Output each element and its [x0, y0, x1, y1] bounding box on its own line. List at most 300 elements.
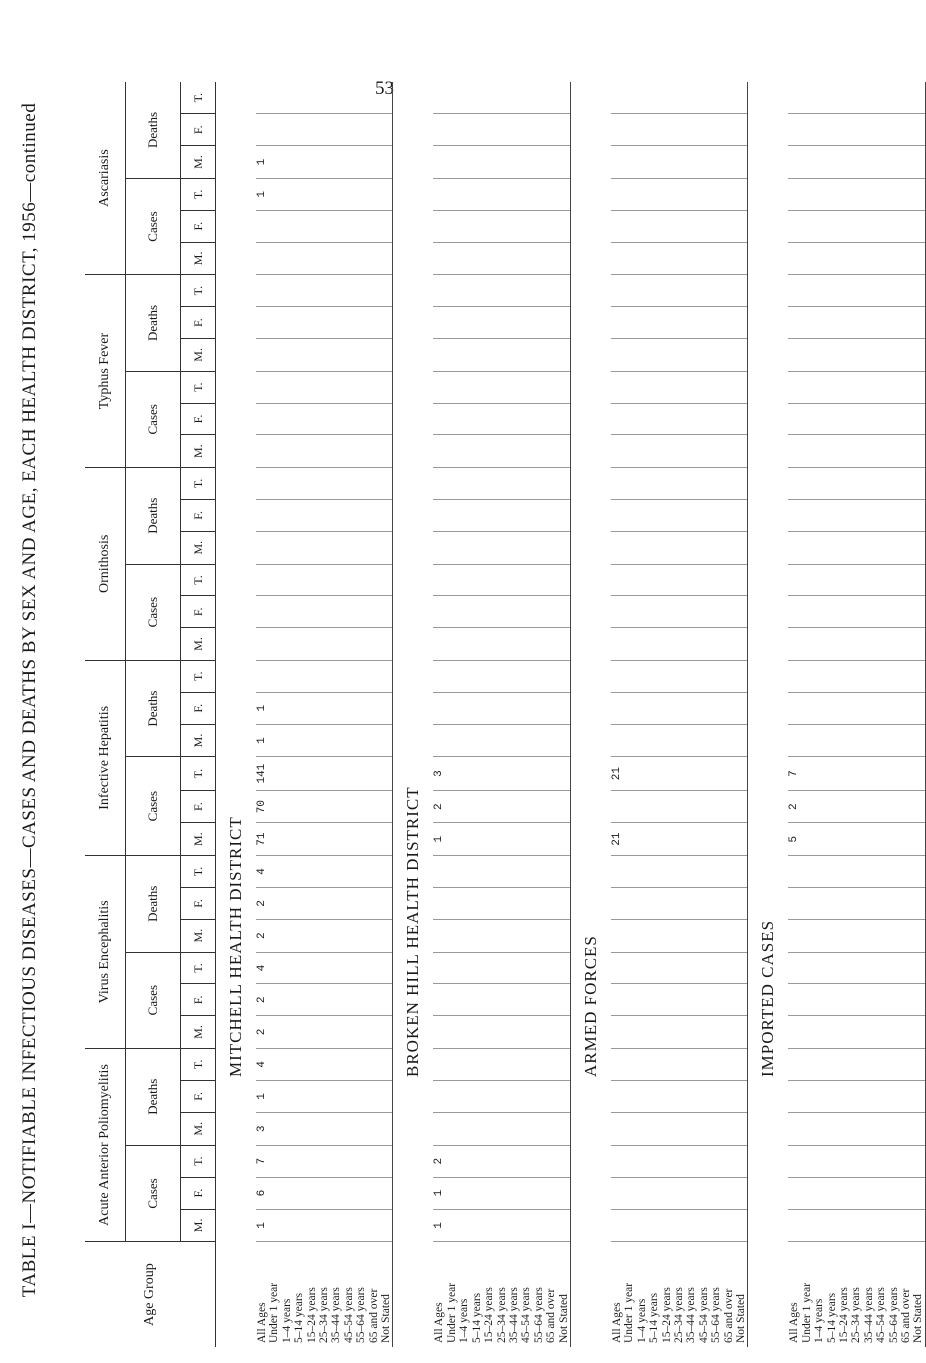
cell-value — [458, 1178, 470, 1209]
cell-value — [838, 984, 850, 1015]
cell-value — [306, 1178, 318, 1209]
cell-value — [343, 1146, 355, 1177]
t-header: T. — [181, 1145, 216, 1177]
cell-value — [648, 372, 660, 403]
cell-value — [343, 1113, 355, 1145]
cell-value — [306, 114, 318, 145]
cell-value — [623, 468, 635, 499]
value-column — [611, 114, 747, 146]
cases-header: Cases — [126, 178, 181, 274]
cell-value — [520, 920, 532, 952]
cell-value — [281, 565, 293, 596]
cell-value — [483, 953, 495, 984]
cell-value — [648, 791, 660, 823]
cell-value — [863, 1178, 875, 1209]
cell-value — [545, 243, 557, 275]
cell-value — [318, 1081, 330, 1112]
cell-value — [496, 1178, 508, 1209]
cell-value — [698, 953, 710, 984]
cell-value — [723, 953, 735, 984]
cell-value — [368, 275, 380, 306]
cell-value — [698, 725, 710, 757]
cell-value — [471, 1016, 483, 1048]
m-header: M. — [181, 628, 216, 661]
value-column — [433, 242, 569, 275]
cell-value — [661, 500, 673, 531]
cell-value — [698, 114, 710, 145]
cell-value — [318, 82, 330, 113]
cell-value — [520, 596, 532, 627]
cell-value — [863, 628, 875, 660]
cell-value — [710, 856, 722, 887]
cell-value — [648, 565, 660, 596]
cell-value — [343, 693, 355, 724]
cell-value — [433, 339, 445, 371]
cell-value — [611, 725, 623, 757]
cell-value — [648, 1016, 660, 1048]
cell-value — [623, 1178, 635, 1209]
cell-value — [508, 1081, 520, 1112]
value-column — [788, 339, 924, 372]
cell-value — [826, 1016, 838, 1048]
cell-value — [850, 500, 862, 531]
cell-value — [368, 435, 380, 467]
cell-value — [256, 596, 268, 627]
cell-value — [355, 661, 367, 692]
cell-value — [471, 1178, 483, 1209]
cell-value — [293, 1016, 305, 1048]
cell-value — [545, 661, 557, 692]
cell-value — [533, 468, 545, 499]
cell-value — [838, 114, 850, 145]
cell-value — [281, 596, 293, 627]
value-column — [788, 275, 924, 307]
cell-value — [888, 888, 900, 919]
value-column — [788, 114, 924, 146]
cell-value — [293, 468, 305, 499]
cell-value — [368, 565, 380, 596]
cell-value — [380, 82, 392, 113]
cell-value — [710, 532, 722, 564]
cell-value — [863, 661, 875, 692]
cell-value — [330, 757, 342, 790]
cell-value — [875, 888, 887, 919]
cell-value — [611, 628, 623, 660]
cell-value — [558, 596, 570, 627]
value-column — [611, 1145, 747, 1177]
cell-value — [293, 953, 305, 984]
cell-value — [483, 532, 495, 564]
cell-value — [558, 1081, 570, 1112]
cell-value — [368, 953, 380, 984]
value-column — [611, 628, 747, 661]
cell-value — [446, 114, 458, 145]
cell-value — [623, 1210, 635, 1242]
cell-value — [483, 211, 495, 242]
cell-value — [735, 82, 747, 113]
cell-value — [268, 243, 280, 275]
cell-value — [623, 823, 635, 855]
cell-value — [458, 468, 470, 499]
cell-value — [545, 953, 557, 984]
cell-value — [256, 82, 268, 113]
cell-value — [912, 953, 924, 984]
cell-value — [520, 307, 532, 338]
cell-value — [788, 275, 800, 306]
cell-value: 1 — [256, 191, 268, 198]
cell-value — [813, 791, 825, 823]
cell-value — [661, 1210, 673, 1242]
cell-value — [545, 1016, 557, 1048]
cell-value — [850, 146, 862, 178]
cell-value — [710, 920, 722, 952]
cell-value — [648, 179, 660, 210]
cell-value — [888, 661, 900, 692]
cell-value — [698, 1146, 710, 1177]
cell-value — [433, 565, 445, 596]
cell-value — [698, 856, 710, 887]
table-container — [85, 82, 925, 1347]
value-column — [256, 210, 392, 242]
cell-value — [710, 725, 722, 757]
cell-value — [318, 984, 330, 1015]
cell-value: 2 — [256, 900, 268, 907]
cell-value — [558, 179, 570, 210]
age-label: 5–14 years — [825, 1292, 838, 1343]
cell-value — [380, 372, 392, 403]
cell-value — [661, 339, 673, 371]
cell-value — [813, 339, 825, 371]
cell-value — [458, 372, 470, 403]
cell-value — [850, 596, 862, 627]
t-header: T. — [181, 855, 216, 887]
cell-value — [496, 179, 508, 210]
cell-value — [458, 693, 470, 724]
cell-value — [281, 404, 293, 435]
cell-value — [446, 1146, 458, 1177]
cell-value — [912, 725, 924, 757]
cell-value — [446, 628, 458, 660]
cell-value — [306, 339, 318, 371]
cell-value — [875, 791, 887, 823]
cell-value — [661, 628, 673, 660]
cell-value — [330, 628, 342, 660]
cell-value — [673, 435, 685, 467]
cell-value — [863, 565, 875, 596]
value-column — [788, 596, 924, 628]
cell-value — [801, 920, 813, 952]
cell-value — [801, 693, 813, 724]
cell-value — [813, 211, 825, 242]
cell-value — [520, 693, 532, 724]
value-column — [433, 628, 569, 661]
cell-value — [723, 565, 735, 596]
cell-value — [343, 500, 355, 531]
cell-value — [355, 114, 367, 145]
cell-value — [508, 1016, 520, 1048]
cell-value — [788, 179, 800, 210]
cell-value — [471, 888, 483, 919]
cell-value — [380, 1210, 392, 1242]
cell-value — [330, 823, 342, 855]
cell-value — [673, 532, 685, 564]
cell-value — [888, 596, 900, 627]
cell-value — [446, 1113, 458, 1145]
cell-value — [458, 146, 470, 178]
cell-value — [850, 1146, 862, 1177]
cell-value — [850, 243, 862, 275]
cell-value — [318, 1016, 330, 1048]
value-column — [256, 435, 392, 468]
cell-value — [912, 500, 924, 531]
cell-value — [293, 372, 305, 403]
cell-value — [306, 1210, 318, 1242]
cell-value — [623, 275, 635, 306]
cell-value — [648, 725, 660, 757]
cell-value — [293, 179, 305, 210]
cell-value — [673, 888, 685, 919]
cell-value — [318, 275, 330, 306]
cell-value — [850, 1210, 862, 1242]
cell-value — [355, 1081, 367, 1112]
cell-value — [471, 435, 483, 467]
age-label: All Ages — [610, 1302, 623, 1343]
cell-value — [735, 468, 747, 499]
cell-value — [306, 823, 318, 855]
value-column — [788, 307, 924, 339]
cell-value — [826, 791, 838, 823]
cell-value — [801, 179, 813, 210]
t-header: T. — [181, 1048, 216, 1080]
cell-value — [826, 275, 838, 306]
cell-value — [673, 275, 685, 306]
cell-value — [723, 725, 735, 757]
cell-value — [863, 243, 875, 275]
cell-value — [293, 888, 305, 919]
cell-value — [256, 114, 268, 145]
value-column — [256, 275, 392, 307]
cell-value — [446, 596, 458, 627]
value-column — [611, 1209, 747, 1242]
cell-value — [850, 856, 862, 887]
cell-value — [355, 435, 367, 467]
cell-value — [330, 1210, 342, 1242]
cell-value — [710, 307, 722, 338]
cell-value — [813, 953, 825, 984]
cell-value — [318, 146, 330, 178]
value-column — [611, 1112, 747, 1145]
cell-value — [875, 856, 887, 887]
cell-value — [673, 500, 685, 531]
cell-value — [698, 984, 710, 1015]
cell-value — [533, 953, 545, 984]
cell-value — [508, 1146, 520, 1177]
cell-value — [723, 146, 735, 178]
cell-value — [558, 1178, 570, 1209]
cell-value — [636, 372, 648, 403]
cell-value — [673, 757, 685, 790]
cell-value — [380, 791, 392, 823]
cell-value — [850, 920, 862, 952]
cell-value — [330, 1016, 342, 1048]
cell-value — [355, 211, 367, 242]
cell-value — [661, 596, 673, 627]
age-label: 45–54 years — [875, 1287, 888, 1343]
cell-value — [330, 82, 342, 113]
cell-value — [533, 1113, 545, 1145]
value-column — [256, 178, 392, 210]
cell-value — [446, 339, 458, 371]
cell-value — [648, 856, 660, 887]
cell-value — [306, 1081, 318, 1112]
cell-value — [735, 1049, 747, 1080]
cell-value — [533, 757, 545, 790]
cell-value — [623, 1016, 635, 1048]
value-column — [788, 757, 924, 791]
cell-value — [496, 532, 508, 564]
t-header: T. — [181, 952, 216, 984]
value-column — [256, 146, 392, 179]
cell-value — [545, 757, 557, 790]
cell-value — [483, 500, 495, 531]
cell-value — [496, 693, 508, 724]
cell-value — [813, 468, 825, 499]
cell-value — [838, 1081, 850, 1112]
cell-value — [458, 984, 470, 1015]
f-header: F. — [181, 1177, 216, 1209]
cell-value: 2 — [433, 1157, 446, 1165]
deaths-header: Deaths — [126, 855, 181, 952]
cell-value — [875, 82, 887, 113]
cell-value — [318, 435, 330, 467]
cell-value — [611, 888, 623, 919]
cell-value — [698, 1016, 710, 1048]
cell-value — [813, 565, 825, 596]
cell-value — [318, 888, 330, 919]
cell-value — [673, 984, 685, 1015]
cell-value — [611, 984, 623, 1015]
cell-value — [268, 1081, 280, 1112]
cell-value — [912, 339, 924, 371]
cell-value — [648, 596, 660, 627]
cell-value — [863, 920, 875, 952]
cell-value — [685, 823, 697, 855]
cell-value — [483, 372, 495, 403]
cell-value — [912, 243, 924, 275]
age-label: 25–34 years — [850, 1287, 863, 1343]
value-column — [611, 242, 747, 275]
cell-value — [281, 920, 293, 952]
cell-value — [458, 1081, 470, 1112]
cell-value — [306, 693, 318, 724]
cell-value — [735, 661, 747, 692]
cell-value — [623, 565, 635, 596]
value-column — [256, 467, 392, 499]
cell-value — [281, 791, 293, 823]
cell-value — [661, 372, 673, 403]
age-labels — [433, 1242, 569, 1347]
cell-value — [380, 565, 392, 596]
cell-value — [900, 211, 912, 242]
value-column — [611, 531, 747, 564]
cell-value — [801, 757, 813, 790]
cell-value — [268, 693, 280, 724]
cell-value — [801, 1049, 813, 1080]
cell-value — [533, 82, 545, 113]
cell-value — [813, 920, 825, 952]
cell-value — [912, 693, 924, 724]
cell-value — [611, 565, 623, 596]
cell-value — [636, 211, 648, 242]
cell-value — [330, 725, 342, 757]
cell-value — [368, 596, 380, 627]
cell-value — [611, 468, 623, 499]
cell-value — [723, 243, 735, 275]
value-column — [788, 564, 924, 596]
cell-value — [380, 404, 392, 435]
cell-value — [458, 628, 470, 660]
cell-value — [636, 984, 648, 1015]
cell-value — [355, 1113, 367, 1145]
cell-value: 1 — [433, 1189, 446, 1197]
cell-value — [623, 757, 635, 790]
cell-value — [611, 791, 623, 823]
cell-value — [838, 920, 850, 952]
cell-value — [446, 920, 458, 952]
cell-value — [710, 211, 722, 242]
cell-value — [698, 693, 710, 724]
value-column — [433, 692, 569, 724]
cell-value — [293, 243, 305, 275]
cell-value — [661, 146, 673, 178]
cell-value: 70 — [256, 800, 268, 814]
value-column — [433, 435, 569, 468]
cell-value — [458, 211, 470, 242]
cell-value — [483, 888, 495, 919]
cell-value — [380, 1146, 392, 1177]
cell-value — [611, 693, 623, 724]
cell-value — [281, 628, 293, 660]
cell-value — [735, 888, 747, 919]
m-header: M. — [181, 435, 216, 468]
cell-value — [433, 1113, 445, 1145]
cell-value — [673, 953, 685, 984]
cell-value — [698, 661, 710, 692]
age-label: Under 1 year — [623, 1282, 636, 1343]
cell-value — [520, 823, 532, 855]
cell-value — [801, 596, 813, 627]
cell-value — [850, 1113, 862, 1145]
age-label: Under 1 year — [268, 1282, 281, 1343]
cell-value — [293, 1049, 305, 1080]
cell-value — [433, 532, 445, 564]
cell-value — [508, 628, 520, 660]
cell-value — [330, 791, 342, 823]
cell-value — [648, 211, 660, 242]
cell-value — [735, 211, 747, 242]
m-header: M. — [181, 146, 216, 179]
cell-value — [838, 179, 850, 210]
section-title-row — [393, 82, 434, 1347]
value-column — [788, 210, 924, 242]
cell-value — [801, 791, 813, 823]
cell-value — [256, 628, 268, 660]
cell-value — [685, 856, 697, 887]
cell-value — [458, 823, 470, 855]
cell-value — [508, 500, 520, 531]
cell-value — [723, 757, 735, 790]
cell-value — [508, 146, 520, 178]
